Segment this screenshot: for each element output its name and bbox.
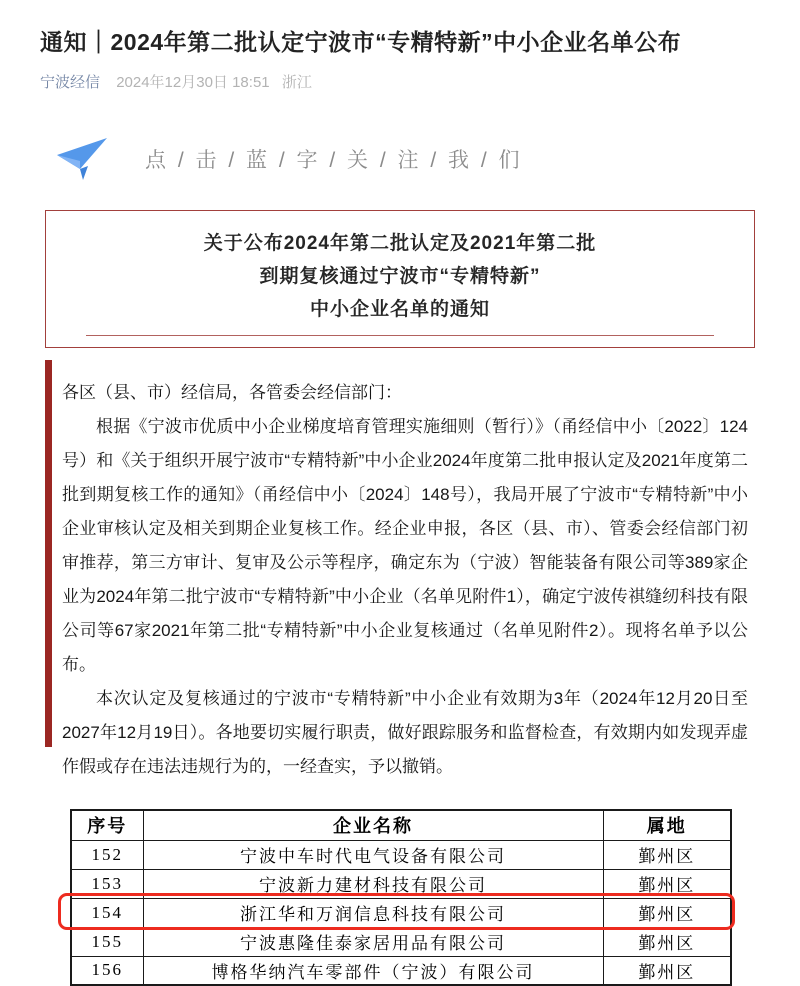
- cell-company-name: 宁波中车时代电气设备有限公司: [143, 840, 603, 869]
- notice-title-line: 关于公布2024年第二批认定及2021年第二批: [203, 233, 597, 254]
- notice-title-line: 到期复核通过宁波市“专精特新”: [259, 266, 541, 287]
- cell-serial: 155: [71, 927, 143, 956]
- table-row: [71, 927, 731, 956]
- table-row: [71, 956, 731, 985]
- cell-company-name: 宁波新力建材科技有限公司: [143, 869, 603, 898]
- cell-district: 鄞州区: [603, 840, 731, 869]
- body-paragraph: 本次认定及复核通过的宁波市“专精特新”中小企业有效期为3年（2024年12月20日至2027年12月19日）。各地要切实履行职责，做好跟踪服务和监督检查，有效期内如发现弄虚作假或存在违法违规行为的，一经查实，予以撤销。: [62, 689, 748, 776]
- account-name-link[interactable]: 宁波经信: [40, 74, 101, 91]
- red-accent-bar: [45, 360, 52, 747]
- cell-serial: 153: [71, 869, 143, 898]
- publish-location: 浙江: [281, 74, 312, 91]
- article-page: [0, 26, 800, 982]
- publish-datetime: 2024年12月30日 18:51: [116, 74, 270, 91]
- article-title: 通知｜2024年第二批认定宁波市“专精特新”中小企业名单公布: [40, 29, 682, 55]
- cell-serial: 156: [71, 956, 143, 985]
- notice-body: [0, 360, 800, 784]
- paper-plane-icon: [55, 136, 109, 182]
- table-row: [71, 840, 731, 869]
- header-company-name: 企业名称: [143, 810, 603, 840]
- cell-district: 鄞州区: [603, 869, 731, 898]
- table-row: [71, 869, 731, 898]
- body-paragraph: 根据《宁波市优质中小企业梯度培育管理实施细则（暂行）》（甬经信中小〔2022〕124号）和《关于组织开展宁波市“专精特新”中小企业2024年度第二批申报认定及2021年度第二批到期复核工作的通知》（甬经信中小〔2024〕148号），我局开展了宁波市“专精特新”中小企业审核认定及相关到期企业复核工作。经企业申报，各区（县、市）、管委会经信部门初审推荐，第三方审计、复审及公示等程序，确定东为（宁波）智能装备有限公司等389家企业为2024年第二批宁波市“专精特新”中小企业（名单见附件1），确定宁波传祺缝纫科技有限公司等67家2021年第二批“专精特新”中小企业复核通过（名单见附件2）。现将名单予以公布。: [62, 417, 748, 674]
- cell-district: 鄞州区: [603, 927, 731, 956]
- company-table-wrap: [70, 809, 730, 986]
- company-table: [70, 809, 732, 986]
- cell-district: 鄞州区: [603, 898, 731, 927]
- notice-title-box: [45, 210, 755, 348]
- cell-district: 鄞州区: [603, 956, 731, 985]
- cell-company-name: 宁波惠隆佳泰家居用品有限公司: [143, 927, 603, 956]
- follow-banner-text: 点 / 击 / 蓝 / 字 / 关 / 注 / 我 / 们: [145, 149, 523, 172]
- cell-company-name: 浙江华和万润信息科技有限公司: [143, 898, 603, 927]
- table-header-row: [71, 810, 731, 840]
- header-serial: 序号: [71, 810, 143, 840]
- notice-box-rule: [86, 335, 714, 336]
- cell-company-name: 博格华纳汽车零部件（宁波）有限公司: [143, 956, 603, 985]
- body-paragraph: 各区（县、市）经信局，各管委会经信部门：: [62, 383, 402, 402]
- cell-serial: 154: [71, 898, 143, 927]
- cell-serial: 152: [71, 840, 143, 869]
- table-row-highlighted: [71, 898, 731, 927]
- follow-banner: [55, 134, 800, 184]
- header-district: 属地: [603, 810, 731, 840]
- notice-title-line: 中小企业名单的通知: [309, 299, 490, 320]
- article-byline: [40, 71, 760, 92]
